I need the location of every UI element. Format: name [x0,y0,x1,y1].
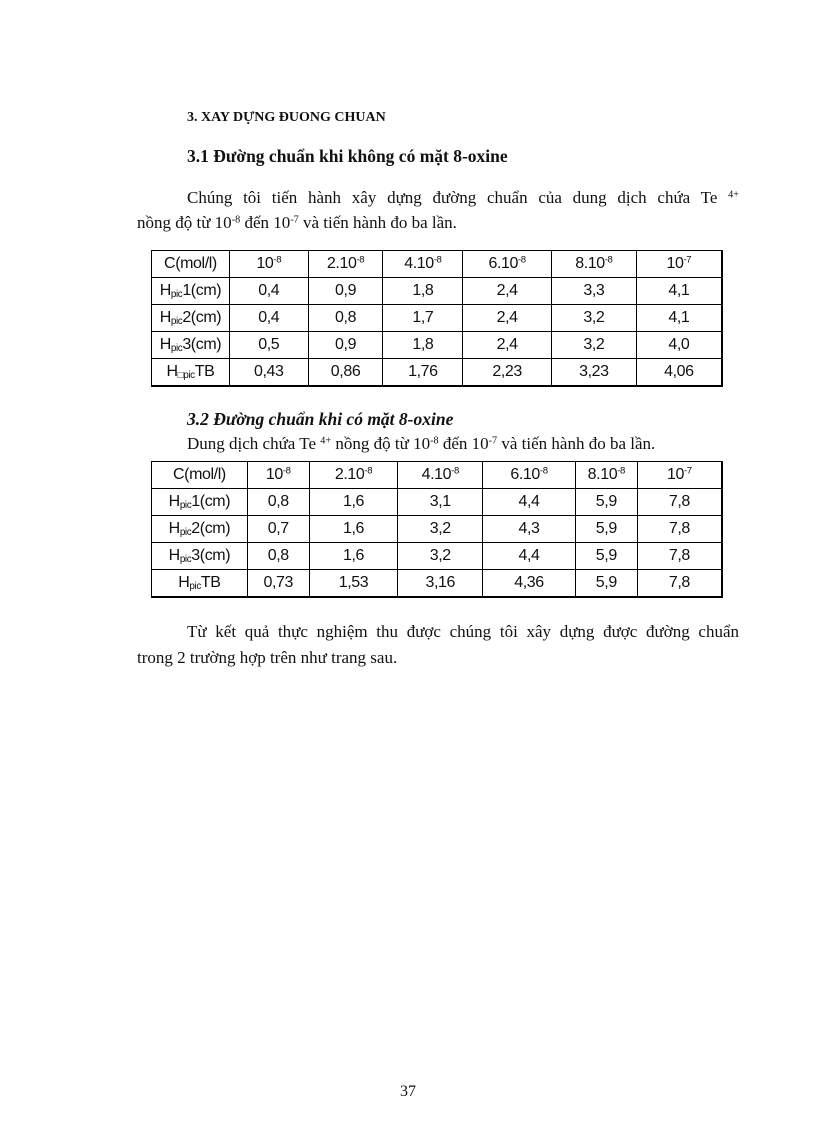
table-row [152,278,723,305]
conclusion-line-2: trong 2 trường hợp trên như trang sau. [137,648,398,667]
table-row [152,305,723,332]
header-label-cell: C(mol/l) [152,251,230,278]
concentration-base: 2.10 [326,255,357,272]
page-number: 37 [400,1083,416,1100]
row-label-suffix: 1(cm) [191,493,231,510]
row-label-suffix: 2(cm) [191,520,231,537]
p2-text-a: Dung dịch chứa Te [187,434,321,453]
row-label-prefix: H [168,547,180,564]
row-label-cell [152,278,230,305]
table-cell: 1,53 [309,570,398,597]
table-cell: 4,06 [636,359,722,386]
table-cell: 3,16 [398,570,483,597]
row-label-subscript: □pic [177,369,195,381]
concentration-exponent: -8 [539,465,548,477]
row-label-cell [152,305,230,332]
p2-text-b: nồng độ từ 10 [331,434,431,453]
row-label-prefix: H [168,493,180,510]
table-cell: 4,36 [483,570,576,597]
concentration-base: 6.10 [510,466,540,483]
subsection-title-1: 3.1 Đường chuẩn khi không có mặt 8-oxine [187,146,508,166]
row-label-cell [152,489,248,516]
concentration-base: 4.10 [421,466,452,483]
table-cell: 0,8 [247,489,309,516]
row-label-suffix: 2(cm) [182,309,222,326]
table-row [152,359,723,386]
concentration-base: 10 [666,255,684,272]
p2-charge: 4+ [320,435,332,447]
section-heading: 3. XAY DỰNG ĐUONG CHUAN [187,110,386,125]
header-concentration-cell [483,462,576,489]
calibration-table-without-oxine [151,250,723,387]
concentration-exponent: -8 [364,465,373,477]
table-cell: 1,8 [383,278,463,305]
concentration-exponent: -8 [604,254,613,266]
table-cell: 1,7 [383,305,463,332]
row-label-subscript: pic [179,526,192,538]
table-row [152,570,723,597]
table-cell: 0,9 [308,332,383,359]
header-concentration-cell [229,251,308,278]
table-cell: 3,2 [551,332,636,359]
table-cell: 0,9 [308,278,383,305]
concentration-exponent: -8 [518,254,526,266]
concentration-exponent: -8 [273,254,282,266]
table-cell: 1,6 [309,516,398,543]
row-label-subscript: pic [170,288,183,300]
p2-text-d: và tiến hành đo ba lần. [497,434,656,453]
table-cell: 3,2 [551,305,636,332]
table-row [152,489,723,516]
table-cell: 7,8 [637,516,722,543]
table-cell: 2,4 [463,305,552,332]
p2-exp-b: -7 [488,435,498,447]
p2-text-c: đến 10 [438,434,489,453]
table-cell: 4,4 [483,489,576,516]
table-row [152,543,723,570]
table-cell: 1,76 [383,359,463,386]
table-cell: 1,8 [383,332,463,359]
table-cell: 0,8 [247,543,309,570]
header-label-cell: C(mol/l) [152,462,248,489]
table-cell: 4,0 [636,332,722,359]
table-cell: 2,4 [463,278,552,305]
header-concentration-cell [247,462,309,489]
row-label-suffix: TB [194,362,215,380]
table-cell: 7,8 [637,570,722,597]
table-header-row [152,251,723,278]
calibration-table-with-oxine [151,461,723,598]
row-label-prefix: H [159,309,171,326]
row-label-subscript: pic [189,580,201,592]
concentration-base: 10 [256,255,274,272]
concentration-base: 10 [667,466,684,483]
row-label-suffix: 1(cm) [182,282,222,299]
paragraph-1-line-1 [187,188,739,208]
table-cell: 0,5 [229,332,308,359]
table-cell: 0,73 [247,570,309,597]
header-concentration-cell [463,251,552,278]
header-concentration-cell [637,462,722,489]
table-row [152,516,723,543]
table-cell: 1,6 [309,543,398,570]
p1-exp-a: -8 [231,214,241,226]
row-label-cell [152,570,248,597]
concentration-base: 4.10 [404,255,434,272]
table-cell: 5,9 [575,570,637,597]
concentration-exponent: -8 [433,254,442,266]
table-cell: 0,4 [229,278,308,305]
concentration-base: 6.10 [488,255,519,272]
table-cell: 4,4 [483,543,576,570]
row-label-cell [152,332,230,359]
row-label-suffix: 3(cm) [191,547,231,564]
concentration-exponent: -8 [282,465,291,477]
row-label-subscript: pic [179,553,192,565]
concentration-exponent: -8 [356,254,365,266]
table-cell: 3,2 [398,516,483,543]
table-cell: 0,8 [308,305,383,332]
row-label-subscript: pic [179,499,192,511]
paragraph-1-charge: 4+ [728,189,739,201]
header-concentration-cell [551,251,636,278]
p2-exp-a: -8 [430,435,439,447]
paragraph-2 [187,434,655,454]
concentration-base: 10 [265,466,283,483]
concentration-exponent: -7 [683,254,692,266]
row-label-prefix: H [166,362,178,380]
table-cell: 0,7 [247,516,309,543]
table-header-row [152,462,723,489]
p1-text-c: và tiến hành đo ba lần. [298,213,457,232]
table-cell: 5,9 [575,543,637,570]
subsection-title-2: 3.2 Đường chuẩn khi có mặt 8-oxine [187,409,454,429]
table-row [152,332,723,359]
table-cell: 4,1 [636,278,722,305]
paragraph-1-line-1-text: Chúng tôi tiến hành xây dựng đường chuẩn của dung dịch chứa Te [187,188,718,207]
row-label-subscript: pic [170,315,183,327]
table-cell: 3,1 [398,489,483,516]
row-label-cell [152,359,230,386]
header-concentration-cell [309,462,398,489]
table-cell: 5,9 [575,516,637,543]
concentration-base: 8.10 [587,466,618,483]
row-label-prefix: H [159,282,171,299]
table-cell: 0,4 [229,305,308,332]
p1-text-a: nồng độ từ 10 [137,213,232,232]
concentration-exponent: -8 [617,465,625,477]
table-cell: 7,8 [637,543,722,570]
table-cell: 0,43 [229,359,308,386]
row-label-subscript: pic [170,342,183,354]
concentration-exponent: -8 [451,465,459,477]
p1-exp-b: -7 [290,214,299,226]
p1-text-b: đến 10 [240,213,291,232]
header-concentration-cell [383,251,463,278]
concentration-base: 8.10 [575,255,605,272]
conclusion-line-1: Từ kết quả thực nghiệm thu được chúng tôi xây dựng được đường chuẩn [187,622,739,641]
row-label-cell [152,543,248,570]
row-label-suffix: TB [200,573,221,591]
paragraph-1-line-2 [137,213,457,233]
row-label-prefix: H [168,520,180,537]
row-label-cell [152,516,248,543]
header-concentration-cell [308,251,383,278]
table-cell: 4,3 [483,516,576,543]
table-cell: 3,3 [551,278,636,305]
row-label-prefix: H [159,336,171,353]
table-cell: 5,9 [575,489,637,516]
concentration-base: 2.10 [334,466,365,483]
table-cell: 0,86 [308,359,383,386]
table-cell: 3,23 [551,359,636,386]
header-concentration-cell [398,462,483,489]
table-cell: 1,6 [309,489,398,516]
table-cell: 3,2 [398,543,483,570]
header-concentration-cell [636,251,722,278]
row-label-suffix: 3(cm) [182,336,222,353]
row-label-prefix: H [178,573,190,591]
header-concentration-cell [575,462,637,489]
table-cell: 7,8 [637,489,722,516]
table-cell: 4,1 [636,305,722,332]
table-cell: 2,23 [463,359,552,386]
concentration-exponent: -7 [684,465,692,477]
table-cell: 2,4 [463,332,552,359]
